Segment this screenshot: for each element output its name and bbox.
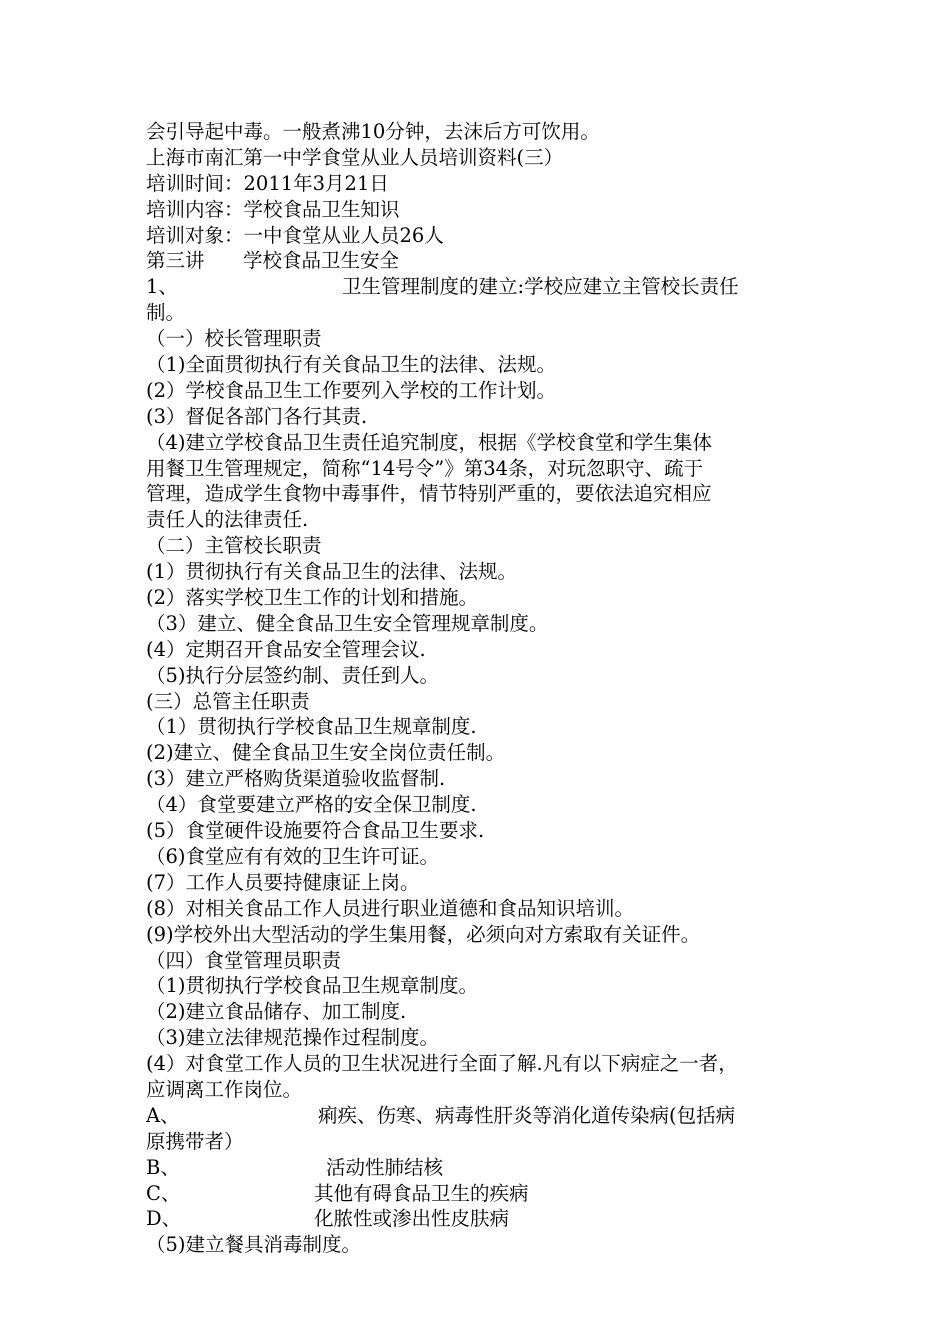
lettered-item: A、 痢疾、伤寒、病毒性肝炎等消化道传染病(包括病 xyxy=(146,1103,736,1127)
section-heading: （一）校长管理职责 xyxy=(146,327,322,351)
text-line: 管理，造成学生食物中毒事件，情节特别严重的，要依法追究相应 xyxy=(146,482,712,506)
list-item: (9)学校外出大型活动的学生集用餐，必须向对方索取有关证件。 xyxy=(146,922,701,946)
list-item: （4）食堂要建立严格的安全保卫制度. xyxy=(146,793,477,817)
lettered-item: C、 其他有碍食品卫生的疾病 xyxy=(146,1181,529,1205)
section-heading: (三）总管主任职责 xyxy=(146,689,310,713)
list-item: （3）建立、健全食品卫生安全管理规章制度。 xyxy=(146,611,549,635)
document-body xyxy=(146,119,826,1258)
training-content: 培训内容：学校食品卫生知识 xyxy=(146,197,400,221)
text-line: 制。 xyxy=(146,301,186,325)
list-item: （2)建立食品储存、加工制度. xyxy=(146,1000,407,1024)
list-item: (4）对食堂工作人员的卫生状况进行全面了解.凡有以下病症之一者， xyxy=(146,1052,738,1076)
training-time: 培训时间：2011年3月21日 xyxy=(146,171,389,195)
numbered-item: 1、 卫生管理制度的建立:学校应建立主管校长责任 xyxy=(146,275,739,299)
list-item: （6)食堂应有有效的卫生许可证。 xyxy=(146,844,440,868)
list-item: （5)执行分层签约制、责任到人。 xyxy=(146,663,440,687)
lettered-item: B、 活动性肺结核 xyxy=(146,1155,444,1179)
list-item: (2）落实学校卫生工作的计划和措施。 xyxy=(146,586,479,610)
text-line: 会引导起中毒。一般煮沸10分钟，去沫后方可饮用。 xyxy=(146,120,600,143)
list-item: (2）学校食品卫生工作要列入学校的工作计划。 xyxy=(146,378,557,402)
list-item: (3）督促各部门各行其责. xyxy=(146,404,368,428)
list-item: （4)建立学校食品卫生责任追究制度，根据《学校食堂和学生集体 xyxy=(146,430,713,454)
text-line: 责任人的法律责任. xyxy=(146,508,309,532)
list-item: (5）食堂硬件设施要符合食品卫生要求. xyxy=(146,819,485,843)
list-item: （5)建立餐具消毒制度。 xyxy=(146,1233,362,1257)
list-item: （1）贯彻执行学校食品卫生规章制度. xyxy=(146,715,477,739)
lettered-item: D、 化脓性或渗出性皮肤病 xyxy=(146,1207,510,1231)
list-item: (8）对相关食品工作人员进行职业道德和食品知识培训。 xyxy=(146,896,635,920)
list-item: (7）工作人员要持健康证上岗。 xyxy=(146,870,420,894)
list-item: (2)建立、健全食品卫生安全岗位责任制。 xyxy=(146,741,506,765)
text-line: 原携带者） xyxy=(146,1129,244,1153)
list-item: (4）定期召开食品安全管理会议. xyxy=(146,637,426,661)
section-heading: （二）主管校长职责 xyxy=(146,534,322,558)
training-audience: 培训对象：一中食堂从业人员26人 xyxy=(146,223,444,247)
list-item: (1）贯彻执行有关食品卫生的法律、法规。 xyxy=(146,560,518,584)
text-line: 用餐卫生管理规定，简称“14号令”》第34条，对玩忽职守、疏于 xyxy=(146,456,704,480)
text-line: 应调离工作岗位。 xyxy=(146,1077,303,1101)
list-item: （3)建立法律规范操作过程制度。 xyxy=(146,1026,440,1050)
lecture-heading: 第三讲 学校食品卫生安全 xyxy=(146,249,400,273)
section-heading: （四）食堂管理员职责 xyxy=(146,948,342,972)
list-item: （1)全面贯彻执行有关食品卫生的法律、法规。 xyxy=(146,353,557,377)
list-item: (3）建立严格购货渠道验收监督制. xyxy=(146,767,446,791)
list-item: （1)贯彻执行学校食品卫生规章制度。 xyxy=(146,974,479,998)
document-title: 上海市南汇第一中学食堂从业人员培训资料(三） xyxy=(146,145,564,169)
